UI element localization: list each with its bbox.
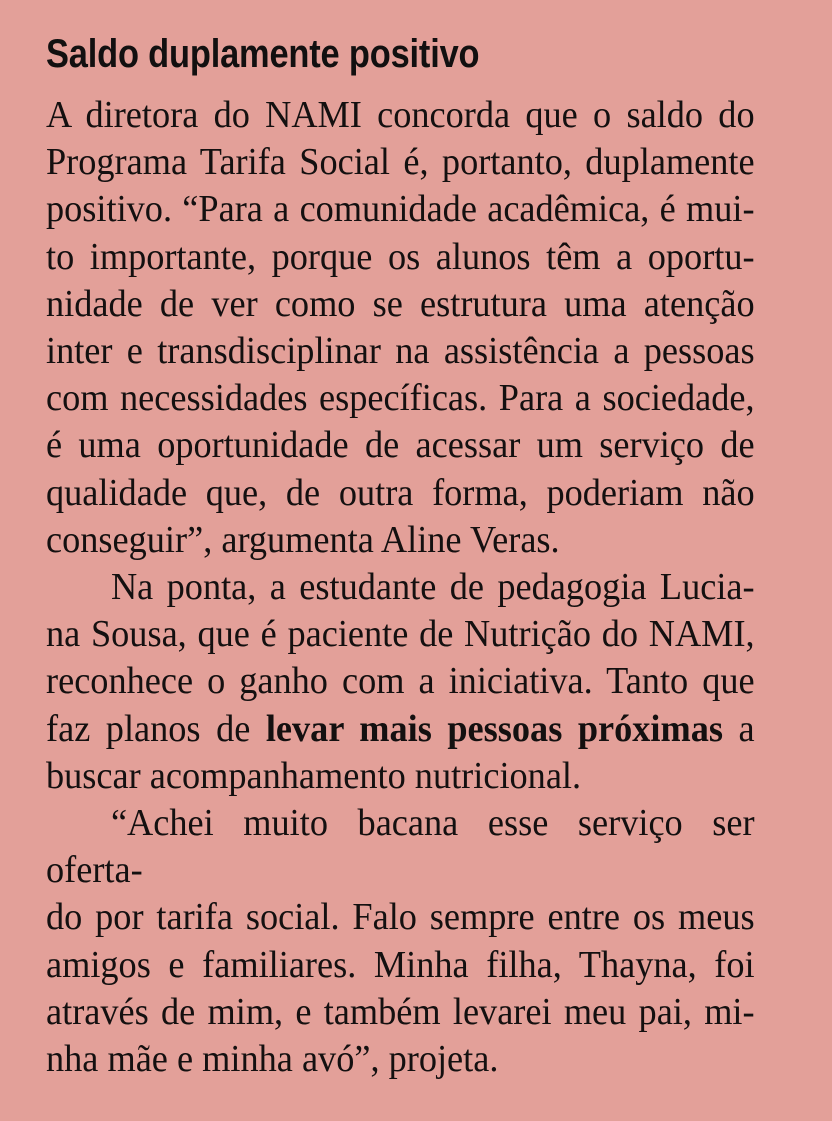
text-line: A diretora do NAMI concorda que o saldo do xyxy=(46,94,755,136)
text-line: “Achei muito bacana esse serviço ser oferta- xyxy=(46,802,764,892)
paragraph-2 xyxy=(46,564,788,800)
text-line: nha mãe e minha avó”, projeta. xyxy=(46,1038,499,1081)
text-line: inter e transdisciplinar na assistência a pessoas xyxy=(46,330,755,373)
text-line: através de mim, e também levarei meu pai, mi- xyxy=(46,990,755,1033)
text-line-with-emphasis xyxy=(46,706,755,753)
paragraph-1 xyxy=(46,92,788,564)
text-line: to importante, porque os alunos têm a oportu- xyxy=(46,235,755,278)
text-line: do por tarifa social. Falo sempre entre os meus xyxy=(46,896,755,939)
text-line: buscar acompanhamento nutricional. xyxy=(46,754,582,797)
text-line: Na ponta, a estudante de pedagogia Lucia- xyxy=(110,566,755,609)
text-line: é uma oportunidade de acessar um serviço de xyxy=(46,424,755,467)
text-line: conseguir”, argumenta Aline Veras. xyxy=(46,518,560,561)
text-line: positivo. “Para a comunidade acadêmica, é mui- xyxy=(46,188,755,231)
text-line: qualidade que, de outra forma, poderiam não xyxy=(46,471,755,514)
article-body xyxy=(46,92,788,1083)
text-line: com necessidades específicas. Para a sociedade, xyxy=(46,377,755,420)
emphasized-phrase: levar mais pessoas próximas xyxy=(265,707,724,750)
text-line: Programa Tarifa Social é, portanto, duplamente xyxy=(46,141,755,184)
article-content xyxy=(46,30,788,1083)
text-line: amigos e familiares. Minha filha, Thayna, foi xyxy=(46,943,755,986)
article-headline: Saldo duplamente positivo xyxy=(46,32,480,76)
text-line: nidade de ver como se estrutura uma atenção xyxy=(46,282,755,325)
text-line: reconhece o ganho com a iniciativa. Tanto que xyxy=(46,660,755,703)
text-line: na Sousa, que é paciente de Nutrição do NAMI, xyxy=(46,613,755,656)
text-fragment: a xyxy=(723,707,755,750)
text-fragment: faz planos de xyxy=(46,707,266,750)
paragraph-3 xyxy=(46,800,788,1083)
